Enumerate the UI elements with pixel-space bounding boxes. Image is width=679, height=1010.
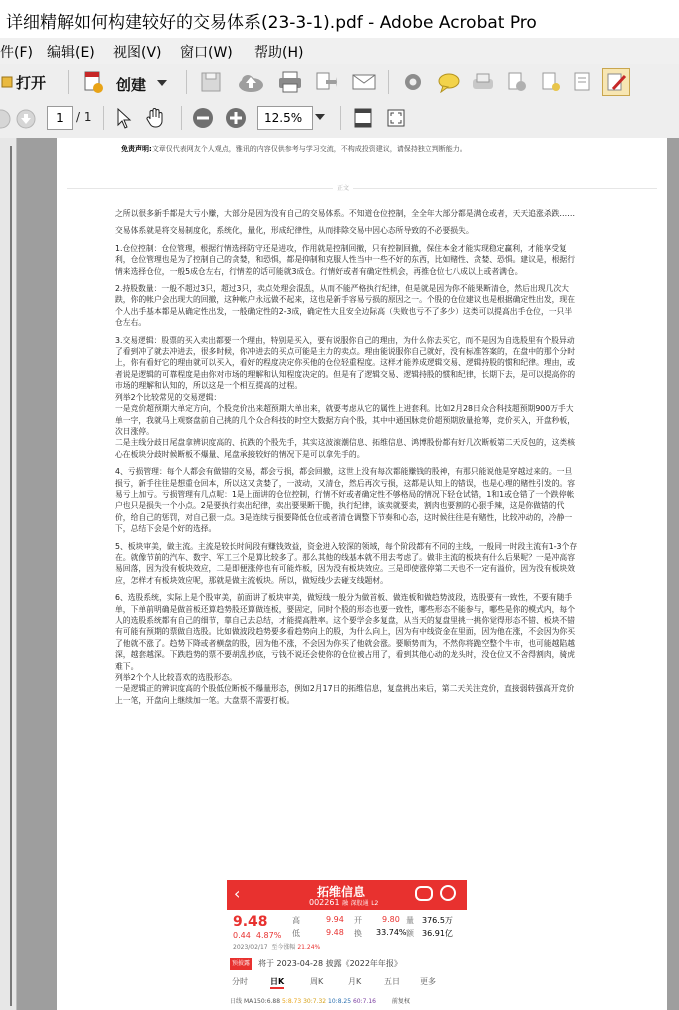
stock-code	[309, 898, 378, 907]
menu-window[interactable]: 窗口(W)	[180, 45, 233, 61]
section-label: 正文	[333, 183, 353, 192]
comment-button[interactable]	[436, 70, 462, 94]
cloud-upload-icon	[237, 71, 265, 93]
disclaimer-label: 免责声明:	[121, 145, 152, 153]
paragraph: 二是主线分歧日尾盘拿辨识度高的、抗跌的个股先手，其实这波滚潮信息、拓维信息、鸿博股份都有好几次断板第二天反包的，这类核心在板块分歧时候断板不爆量、尾盘承接较好的情况下是可以拿先手的。	[115, 438, 576, 459]
envelope-icon	[351, 72, 377, 92]
stock-price: 9.48	[233, 914, 268, 930]
ma-item: 5:8.73	[281, 998, 302, 1005]
paragraph: 列举2个比较常见的交易逻辑：	[115, 392, 222, 402]
back-arrow-icon: ‹	[234, 884, 241, 903]
stock-name: 拓维信息	[317, 885, 366, 899]
stock-change	[233, 931, 281, 940]
page-number-input[interactable]: 1	[47, 106, 73, 130]
arrow-up-circle-icon	[0, 108, 12, 130]
tab-timeline[interactable]: 分时	[232, 977, 248, 986]
menu-bar	[0, 38, 679, 65]
paragraph: 一是逻辑正的辨识度高的个股低位断板不爆量形态，例如2月17日的拓维信息，复盘挑出来后，第二天关注竞价，直接弱转强高开竞价上一笔，开盘向上继续加一笔。大盘票不需要打板。	[115, 684, 575, 705]
field-value: 33.74%	[376, 928, 407, 937]
tab-five-day[interactable]: 五日	[384, 977, 400, 986]
field-label: 开	[354, 916, 362, 925]
expand-icon	[385, 107, 407, 129]
divider	[388, 70, 389, 94]
email-button[interactable]	[350, 70, 378, 94]
notice-tag: 预披露	[230, 958, 252, 970]
hand-tool-button[interactable]	[143, 106, 167, 130]
article-body	[115, 208, 578, 706]
field-value: 9.94	[326, 915, 344, 924]
tab-daily-k[interactable]: 日K	[270, 976, 284, 989]
change-pct: 4.87%	[255, 931, 282, 940]
zoom-out-button[interactable]	[191, 106, 215, 130]
tab-monthly-k[interactable]: 月K	[348, 977, 362, 986]
ma-item: 60:7.16	[352, 998, 376, 1005]
stock-tag: 融	[342, 900, 349, 907]
tab-weekly-k[interactable]: 周K	[310, 977, 324, 986]
paragraph: 列举2个个人比较喜欢的选股形态。	[115, 673, 237, 683]
quote-date-line	[233, 942, 320, 951]
navigation-pane[interactable]	[0, 138, 17, 1010]
divider	[340, 106, 341, 130]
stock-app-image	[227, 880, 467, 1010]
field-label: 额	[406, 929, 414, 938]
paragraph: 6、选股系统，实际上是个股审美，前面讲了板块审美，做短线一般分为做首板、做连板和做趋势波段，选股要有一致性，不要有随手单，下单前明确是做首板还算趋势股还算做连板，要固定，同时个股的形态也要一致性，哪些形态不能参与，哪些是你的模式内，每个人的选股系统都有自己的细节，靠自己去总结，才能提高胜率。这个要学会多复盘，从当天的复盘里挑一挑你觉得形态不错、板块不错有可能有预期的票做自选股。比如做波段趋势要多看趋势向上的股，为什么向上，因为有中线资金在里面，因为他在涨，不会因为你买了他就不涨了。趋势下降或者横盘的股，因为他不涨，不会因为你买了他就会涨。要顺势而为，不然你将跪空整个牛市，也可能越陷越深，越套越深。下跌趋势的票不要胡乱抄底，亏钱不说还会使你的仓位被占用了，看到其他心动的龙头时，没仓位又不舍得割肉，骑虎难下。	[115, 593, 576, 671]
prev-page-button[interactable]	[0, 107, 12, 131]
paragraph: 一是竞价超预期大单定方向，个股竞价出来超预期大单出来，就要考虑从它的属性上进套利。比如2月28日众合科技超预期900万手大单一字，我就马上观察盘前自己挑的几个众合科技的时空大数据方向个股，其中中通国脉竞价超预期放量抢筹，竞价买入，开盘秒板，次日涨停。	[115, 404, 576, 436]
stock-tag: 深股通	[350, 900, 369, 907]
select-tool-button[interactable]	[112, 106, 136, 130]
open-button[interactable]	[0, 70, 60, 94]
chevron-down-icon	[315, 114, 325, 122]
form-document-icon	[571, 71, 595, 93]
divider	[186, 70, 187, 94]
stock-header	[227, 880, 467, 910]
create-label: 创建	[116, 76, 147, 94]
create-pdf-icon	[82, 70, 104, 94]
sign-button[interactable]	[538, 70, 564, 94]
next-page-button[interactable]	[14, 107, 38, 131]
field-value: 376.5万	[422, 916, 453, 925]
zoom-dropdown-button[interactable]	[312, 106, 328, 130]
cursor-arrow-icon	[114, 107, 134, 129]
menu-view[interactable]: 视图(V)	[113, 45, 162, 61]
divider	[103, 106, 104, 130]
gear-icon	[402, 71, 424, 93]
zoom-in-button[interactable]	[224, 106, 248, 130]
fit-page-icon	[353, 107, 373, 129]
paragraph: 1.仓位控制：仓位管理，根据行情选择防守还是进攻，作用就是控制回撤，只有控制回撤，保住本金才能实现稳定赢利，才能享受复利，仓位管理也是为了控制自己的贪婪，和恐惧，都是抑制和克服人性当中一些不好的东西，比如赌性、贪婪、恐惧。建议是，根据行情来选择仓位，一般5成仓左右，行情差的话可能就3成仓。行情好或者有确定性机会，再推仓位七八成以上或者满仓。	[115, 243, 576, 276]
change-value: 0.44	[233, 931, 251, 940]
field-label: 换	[354, 929, 362, 938]
ma-item: MA150:6.88	[243, 998, 281, 1005]
window-title: 详细精解如何构建较好的交易体系(23-3-1).pdf - Adobe Acrobat Pro	[6, 13, 537, 33]
zoom-level-input[interactable]: 12.5%	[257, 106, 313, 130]
chat-icon	[415, 886, 433, 901]
printer-icon	[277, 71, 303, 93]
quote-date: 2023/02/17	[233, 944, 268, 951]
moving-average-line	[230, 996, 410, 1005]
chart-tabs	[230, 976, 464, 990]
tab-more[interactable]: 更多	[420, 977, 436, 986]
pane-splitter[interactable]	[10, 146, 12, 1006]
search-icon	[440, 885, 456, 901]
remove-button[interactable]	[504, 70, 530, 94]
field-label: 高	[292, 916, 300, 925]
section-divider	[67, 188, 657, 189]
pencil-document-icon	[605, 71, 627, 93]
paragraph: 2.持股数量：一般不超过3只，超过3只，卖点处理会混乱，从而不能严格执行纪律，但是就是因为你不能果断清仓，然后出现几次大跌，你的帐户会出现大的回撤，这种帐户永远做不起来，这也是新手容易亏损的原因之一。个股的仓位建议也是根据确定性出发，现在个人出手基本都是从确定性出发，一般确定性的2-3成，确定性大且安全边际高（失败也亏不了多少）这类可以提高出手仓位，一只半仓左右。	[115, 284, 576, 328]
status-value: 21.24%	[297, 944, 321, 951]
export-button[interactable]	[312, 70, 340, 94]
create-button[interactable]	[80, 68, 170, 96]
arrow-down-circle-icon	[15, 108, 37, 130]
print-button[interactable]	[276, 70, 304, 94]
plus-circle-icon	[225, 107, 247, 129]
pdf-page	[57, 138, 667, 1010]
paragraph: 3.交易逻辑：股票的买入卖出都要一个理由，特别是买入，要有说服你自己的理由，为什么你去买它，而不是因为自选股里有个股异动了看到冲了就去冲进去，很多时候，你冲进去的买点可能是主力的卖点。理由能说服你自己就好，没有标准答案的，在盘中的那个分时上，你有看好它的理由就可以买入，看好的程度决定你买他的仓位轻重程度。这样才能养成逻辑交易、逻辑持股的惯和纪律。理由，或者说是逻辑的可靠程度是由你对市场的理解和认知程度决定的。但是有了逻辑交易、逻辑持股的惯和纪律，长期下去，是可以提高你的市场的理解和认知的，所以这是一个相互提高的过程。	[115, 335, 576, 391]
highlighter-icon	[471, 71, 495, 93]
ma-item: 10:8.25	[328, 998, 352, 1005]
disclaimer-text: 文章仅代表网友个人观点，雅讯的内容仅供参考与学习交流，不构成投资建议，请保持独立判断能力。	[151, 145, 467, 153]
minus-circle-icon	[192, 107, 214, 129]
ma-item: 30:7.32	[303, 998, 327, 1005]
comment-bubble-icon	[437, 71, 461, 93]
document-remove-icon	[505, 71, 529, 93]
forms-button[interactable]	[570, 70, 596, 94]
menu-help[interactable]: 帮助(H)	[254, 45, 304, 61]
ma-item: 日线	[230, 998, 243, 1005]
divider	[181, 106, 182, 130]
folder-open-icon	[0, 73, 16, 91]
fit-page-button[interactable]	[351, 106, 375, 130]
stock-notice[interactable]	[230, 956, 464, 972]
paragraph: 之所以很多新手都是大亏小赚，大部分是因为没有自己的交易体系。不知道仓位控制，全全年大部分都是满仓或者，天天追涨杀跌……	[115, 209, 576, 218]
status-label: 至今涨幅	[271, 944, 296, 951]
field-value: 36.91亿	[422, 929, 453, 938]
stock-quote	[230, 914, 464, 954]
export-doc-icon	[314, 71, 338, 93]
menu-file[interactable]: 件(F)	[0, 45, 33, 61]
chevron-down-icon	[157, 80, 167, 88]
adjust-label[interactable]: 前复权	[391, 998, 410, 1005]
divider	[68, 70, 69, 94]
settings-button[interactable]	[400, 70, 426, 94]
page-total: / 1	[76, 110, 92, 124]
disclaimer	[121, 144, 467, 154]
paragraph: 交易体系就是将交易制度化，系统化，量化，形成纪律性，从而排除交易中因心态所导致的不必要损失。	[115, 226, 474, 236]
menu-edit[interactable]: 编辑(E)	[47, 45, 95, 61]
save-button[interactable]	[198, 70, 224, 94]
stock-code-value: 002261	[309, 898, 340, 907]
hand-icon	[144, 107, 166, 129]
save-icon	[200, 71, 222, 93]
full-screen-button[interactable]	[384, 106, 408, 130]
highlight-button[interactable]	[470, 70, 496, 94]
stock-tag: L2	[371, 900, 379, 907]
upload-cloud-button[interactable]	[236, 70, 266, 94]
edit-toolbar-button[interactable]	[602, 68, 630, 96]
paragraph: 5、板块审美，做主流。主流是较长时间段有赚钱效益，资金进入较深的领域，每个阶段都有不同的主线，一般同一时段主流有1-3个存在。就像节前的汽车、数字、军工三个是算比较多了。那么其他的线基本就不用去考虑了。做非主流的板块有什么后果呢？一是冲高容易回落，因为没有板块效应，二是即便涨停也有可能炸板，因为没有板块效应。三是即使涨停第二天也不一定有溢价，因为没有板块效应，怎样才有板块效应呢，那就是做主流板块。所以，做短线少去碰支线题材。	[115, 541, 578, 585]
field-value: 9.48	[326, 928, 344, 937]
field-label: 低	[292, 929, 300, 938]
title-bar	[0, 0, 679, 38]
field-label: 量	[406, 916, 414, 925]
main-toolbar	[0, 64, 679, 101]
field-value: 9.80	[382, 915, 400, 924]
sign-document-icon	[539, 71, 563, 93]
paragraph: 4、亏损管理：每个人都会有做错的交易，都会亏损，都会回撤，这世上没有每次都能赚钱的股神，有那只能说他是穿越过来的。一旦损亏，新手往往是想重仓回本，所以这又贪婪了，一波动，又清仓，然后再次亏损，这都是认知上的错误，也是心理的赌性引发的。容易亏上加亏。亏损管理有几点呢：1是上面讲的仓位控制，行情不好或者确定性不够格局的情况下轻仓试错，1和1或仓错了一个跌停帐户也只是损失一个小点。2是要执行卖出纪律，卖出要果断干脆，执行纪律，该卖就要卖，割肉也要割的心狠手辣，这是你做错的代价，给自己的惩罚，对自己狠一点。3是连续亏损要降低仓位或者清仓调整下节奏和心态，这时候往往是有赌性，比较冲动的，冷静一下，总结下会是个好的选择。	[115, 467, 576, 534]
open-label: 打开	[16, 74, 47, 92]
notice-text: 将于 2023-04-28 披露《2022年年报》	[258, 959, 402, 968]
